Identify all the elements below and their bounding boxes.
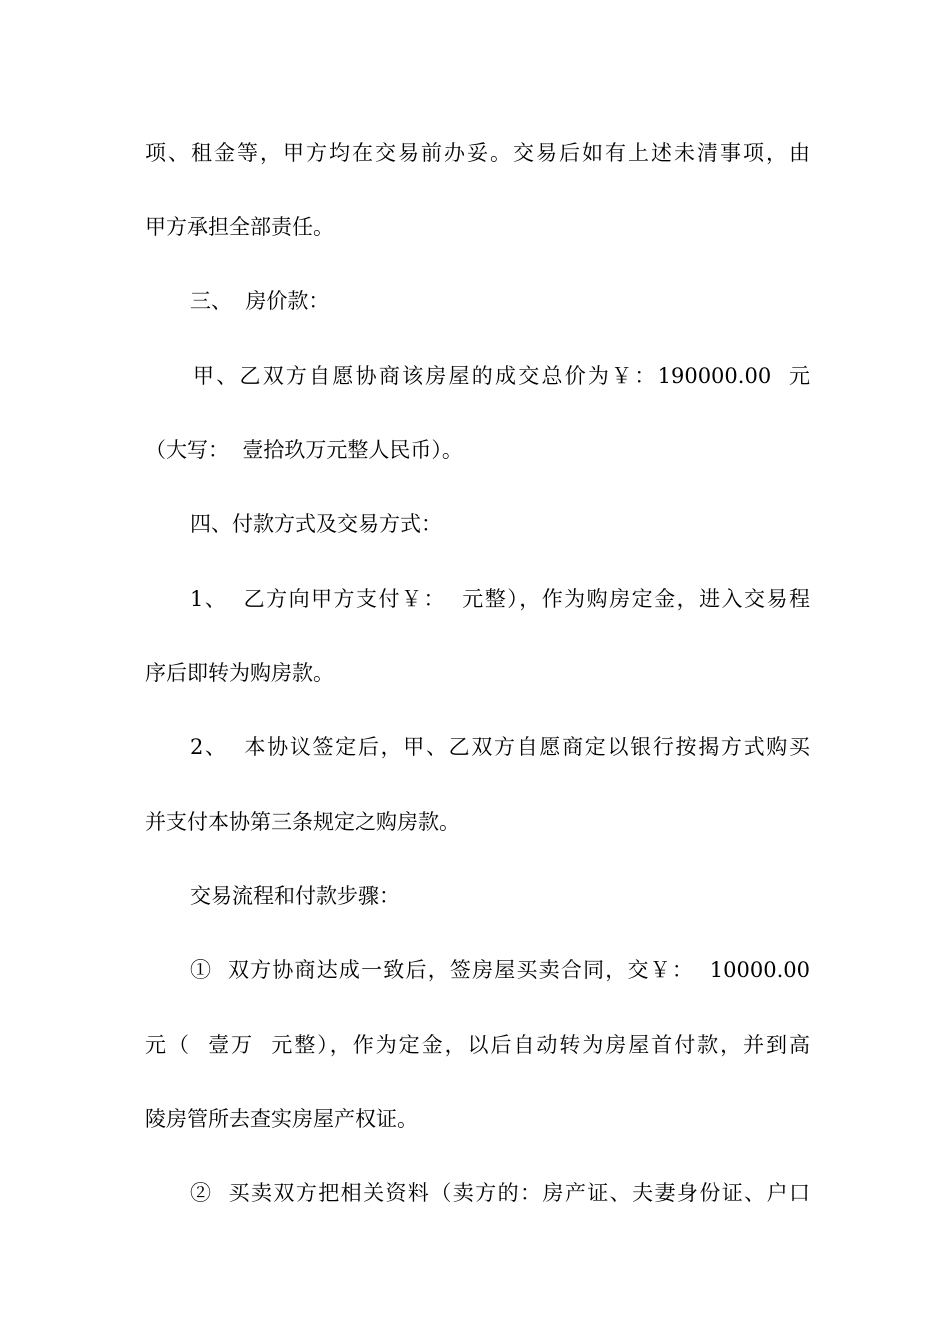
text-line-12: ① 双方协商达成一致后，签房屋买卖合同，交￥： 10000.00 xyxy=(190,958,810,982)
text-line-9: 2、 本协议签定后，甲、乙双方自愿商定以银行按揭方式购买 xyxy=(190,735,810,759)
section-heading-4: 四、付款方式及交易方式： xyxy=(190,512,442,536)
text-line-5: （大写： 壹拾玖万元整人民币）。 xyxy=(145,438,463,462)
text-line-13: 元（ 壹万 元整），作为定金，以后自动转为房屋首付款，并到高 xyxy=(145,1033,810,1057)
text-line-15: ② 买卖双方把相关资料（卖方的：房产证、夫妻身份证、户口 xyxy=(190,1181,810,1205)
text-line-10: 并支付本协第三条规定之购房款。 xyxy=(145,810,460,834)
text-line-14: 陵房管所去查实房屋产权证。 xyxy=(145,1107,418,1131)
section-heading-3: 三、 房价款： xyxy=(190,289,330,313)
text-line-8: 序后即转为购房款。 xyxy=(145,661,334,685)
text-line-4: 甲、乙双方自愿协商该房屋的成交总价为￥：190000.00 元 xyxy=(193,364,810,388)
text-line-2: 甲方承担全部责任。 xyxy=(145,215,334,239)
subheading-flow: 交易流程和付款步骤： xyxy=(190,884,400,908)
text-line-7: 1、 乙方向甲方支付￥： 元整），作为购房定金，进入交易程 xyxy=(190,587,810,611)
text-line-1: 项、租金等，甲方均在交易前办妥。交易后如有上述未清事项，由 xyxy=(145,141,810,165)
